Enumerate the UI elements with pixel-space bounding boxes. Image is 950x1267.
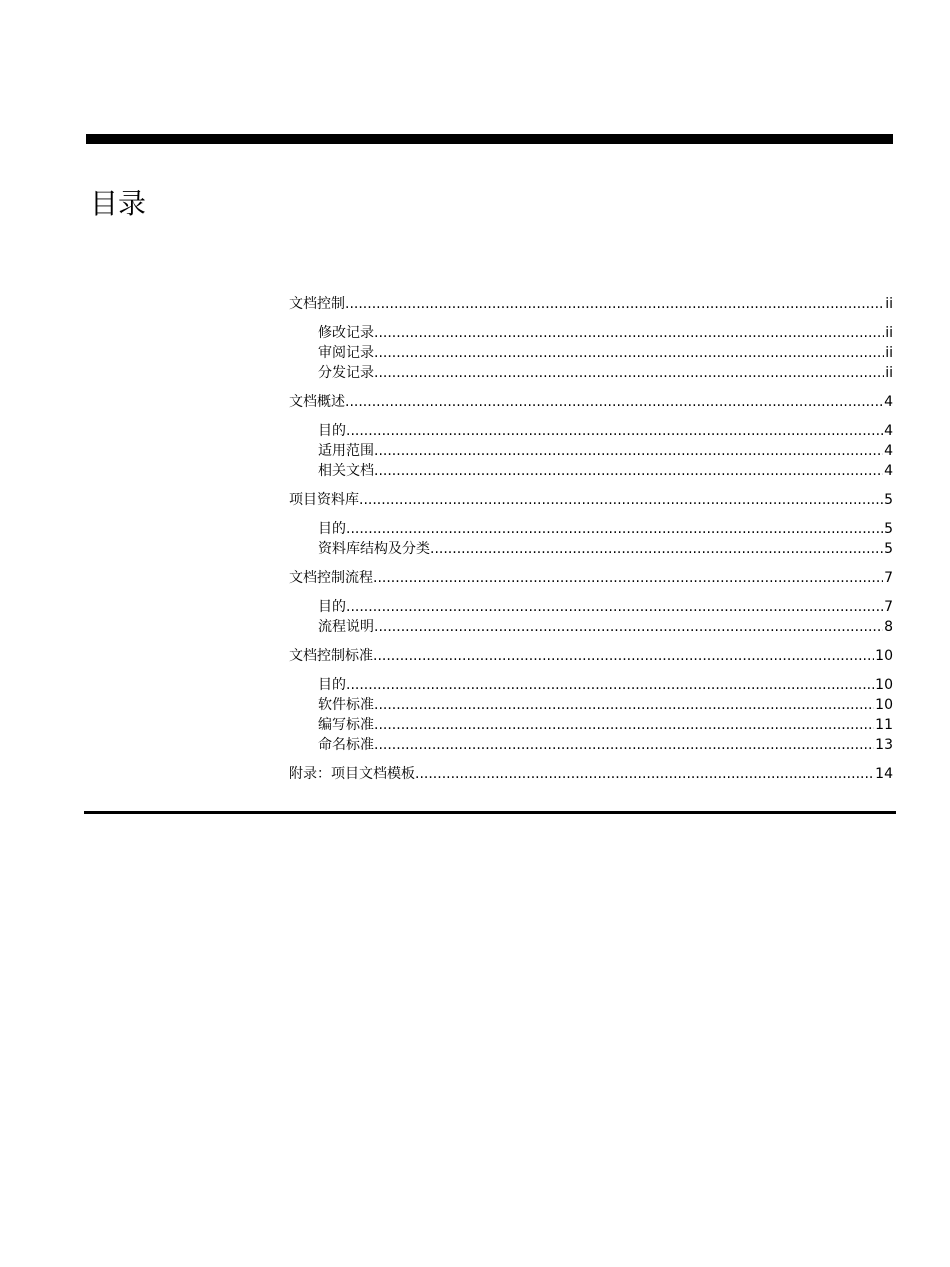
toc-entry-page-number: 4 [884,463,893,479]
toc-entry-page-number: ii [885,365,893,381]
dot-leader [374,343,884,363]
toc-entry-page-number: 4 [884,423,893,439]
toc-entry-label: 目的 [318,599,346,615]
toc-entry-page-number: ii [885,296,893,312]
toc-entry-label: 审阅记录 [318,345,374,361]
toc-entry-page-number: 10 [875,648,893,664]
dot-leader [374,461,883,481]
bottom-rule [84,811,896,814]
toc-subentries [289,675,893,755]
toc-subentry[interactable] [289,343,893,363]
toc-entry-page-number: 11 [875,717,893,733]
table-of-contents [289,294,893,793]
dot-leader [373,568,883,588]
dot-leader [345,294,884,314]
toc-subentry[interactable] [289,323,893,343]
toc-subentry[interactable] [289,363,893,383]
toc-subentry[interactable] [289,675,893,695]
dot-leader [374,617,883,637]
toc-subentry[interactable] [289,461,893,481]
toc-subentries [289,519,893,559]
toc-entry[interactable] [289,490,893,510]
toc-entry-page-number: ii [885,345,893,361]
toc-entry-label: 文档控制流程 [289,570,373,586]
dot-leader [346,675,874,695]
toc-entry[interactable] [289,646,893,666]
toc-entry-page-number: 5 [884,541,893,557]
toc-subentries [289,323,893,383]
toc-entry-page-number: 10 [875,677,893,693]
toc-entry-label: 目的 [318,423,346,439]
toc-section [289,490,893,559]
toc-subentries [289,421,893,481]
toc-entry-page-number: 10 [875,697,893,713]
toc-subentry[interactable] [289,695,893,715]
dot-leader [374,715,874,735]
dot-leader [374,323,884,343]
toc-subentries [289,597,893,637]
toc-entry-label: 编写标准 [318,717,374,733]
dot-leader [374,441,883,461]
toc-entry[interactable] [289,568,893,588]
toc-entry-label: 文档概述 [289,394,345,410]
dot-leader [346,421,883,441]
toc-entry-label: 附录：项目文档模板 [289,766,415,782]
toc-subentry[interactable] [289,735,893,755]
toc-entry-label: 目的 [318,677,346,693]
toc-entry-page-number: 7 [884,599,893,615]
dot-leader [346,597,883,617]
toc-entry[interactable] [289,392,893,412]
toc-entry-label: 流程说明 [318,619,374,635]
toc-entry-label: 资料库结构及分类 [318,541,430,557]
toc-entry-label: 文档控制 [289,296,345,312]
dot-leader [359,490,883,510]
toc-entry-label: 命名标准 [318,737,374,753]
top-rule [86,134,893,144]
toc-entry-page-number: 4 [884,443,893,459]
toc-entry-page-number: 7 [884,570,893,586]
toc-subentry[interactable] [289,597,893,617]
dot-leader [374,735,874,755]
toc-entry-label: 分发记录 [318,365,374,381]
toc-entry[interactable] [289,294,893,314]
dot-leader [345,392,883,412]
dot-leader [346,519,883,539]
toc-entry-label: 修改记录 [318,325,374,341]
toc-entry-page-number: 5 [884,492,893,508]
toc-section [289,294,893,383]
toc-entry-label: 适用范围 [318,443,374,459]
toc-entry-page-number: 14 [875,766,893,782]
toc-section [289,392,893,481]
toc-entry-label: 相关文档 [318,463,374,479]
toc-subentry[interactable] [289,617,893,637]
dot-leader [373,646,874,666]
toc-subentry[interactable] [289,441,893,461]
dot-leader [415,764,874,784]
toc-section [289,764,893,784]
toc-entry-label: 文档控制标准 [289,648,373,664]
toc-entry-page-number: 4 [884,394,893,410]
toc-entry[interactable] [289,764,893,784]
toc-section [289,646,893,755]
toc-entry-page-number: ii [885,325,893,341]
toc-subentry[interactable] [289,715,893,735]
toc-entry-page-number: 5 [884,521,893,537]
toc-section [289,568,893,637]
toc-entry-page-number: 8 [884,619,893,635]
toc-subentry[interactable] [289,421,893,441]
toc-entry-page-number: 13 [875,737,893,753]
dot-leader [430,539,883,559]
toc-entry-label: 目的 [318,521,346,537]
toc-entry-label: 项目资料库 [289,492,359,508]
toc-subentry[interactable] [289,539,893,559]
page-title: 目录 [90,187,147,220]
toc-entry-label: 软件标准 [318,697,374,713]
dot-leader [374,695,874,715]
toc-subentry[interactable] [289,519,893,539]
dot-leader [374,363,884,383]
